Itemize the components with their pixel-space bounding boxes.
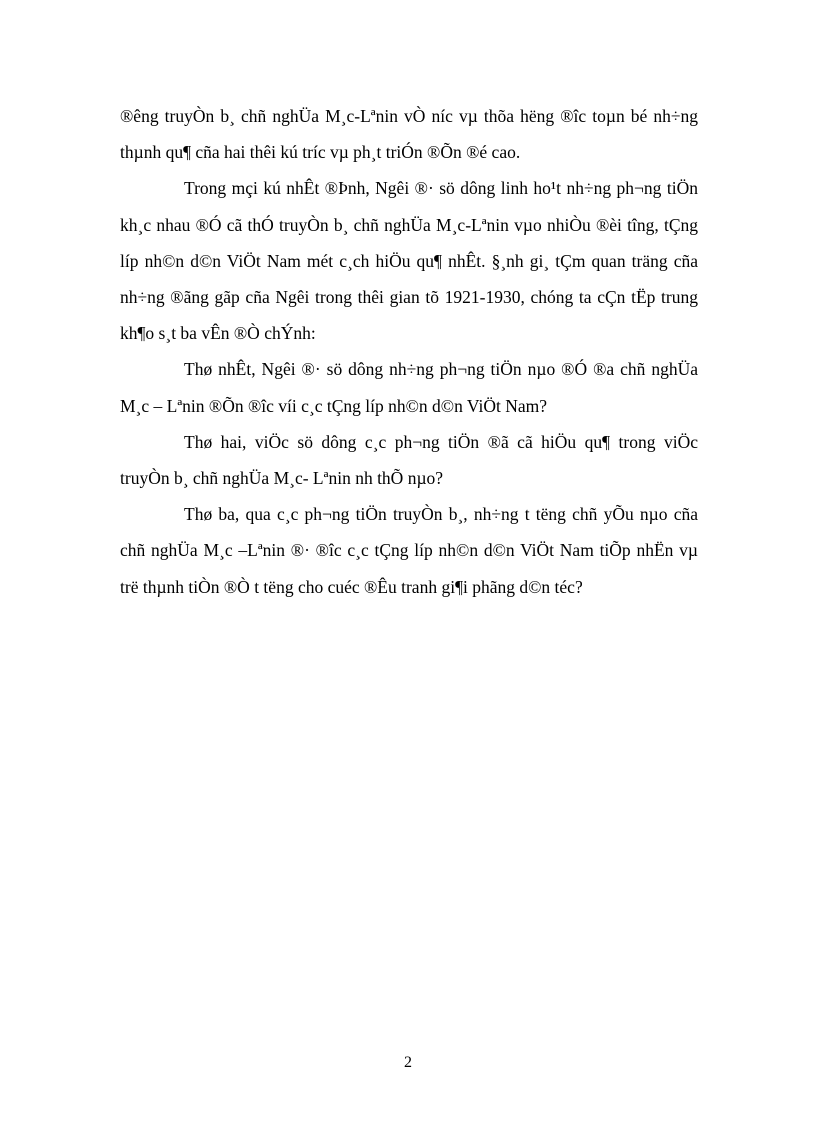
- page-number: 2: [404, 1054, 412, 1071]
- paragraph-4: Thø hai, viÖc sö dông c¸c ph¬ng tiÖn ®ã cã hiÖu qu¶ trong viÖc truyÒn b¸ chñ nghÜa M¸c- Lªnin nh thÕ nµo?: [120, 431, 698, 489]
- paragraph-2: Trong mçi kú nhÊt ®Þnh, Ngêi ®· sö dông linh ho¹t nh÷ng ph¬ng tiÖn kh¸c nhau ®Ó cã thÓ truyÒn b¸ chñ nghÜa M¸c-Lªnin vµo nhiÒu ®èi tîng, tÇng líp nh©n d©n ViÖt Nam mét c¸ch hiÖu qu¶ nhÊt. §¸nh gi¸ tÇm quan träng cña nh÷ng ®ãng gãp cña Ngêi trong thêi gian tõ 1921-1930, chóng ta cÇn tËp trung kh¶o s¸t ba vÊn ®Ò chÝnh:: [120, 178, 698, 344]
- paragraph-5: Thø ba, qua c¸c ph¬ng tiÖn truyÒn b¸, nh÷ng t tëng chñ yÕu nµo cña chñ nghÜa M¸c –Lªnin ®· ®îc c¸c tÇng líp nh©n d©n ViÖt Nam tiÕp nhËn vµ trë thµnh tiÒn ®Ò t tëng cho cuéc ®Êu tranh gi¶i phãng d©n téc?: [120, 504, 698, 597]
- body-text: [120, 98, 698, 605]
- paragraph-3: Thø nhÊt, Ngêi ®· sö dông nh÷ng ph¬ng tiÖn nµo ®Ó ®a chñ nghÜa M¸c – Lªnin ®Õn ®îc víi c¸c tÇng líp nh©n d©n ViÖt Nam?: [120, 359, 698, 416]
- paragraph-1: ®êng truyÒn b¸ chñ nghÜa M¸c-Lªnin vÒ níc vµ thõa hëng ®îc toµn bé nh÷ng thµnh qu¶ cña hai thêi kú tríc vµ ph¸t triÓn ®Õn ®é cao.: [120, 106, 698, 163]
